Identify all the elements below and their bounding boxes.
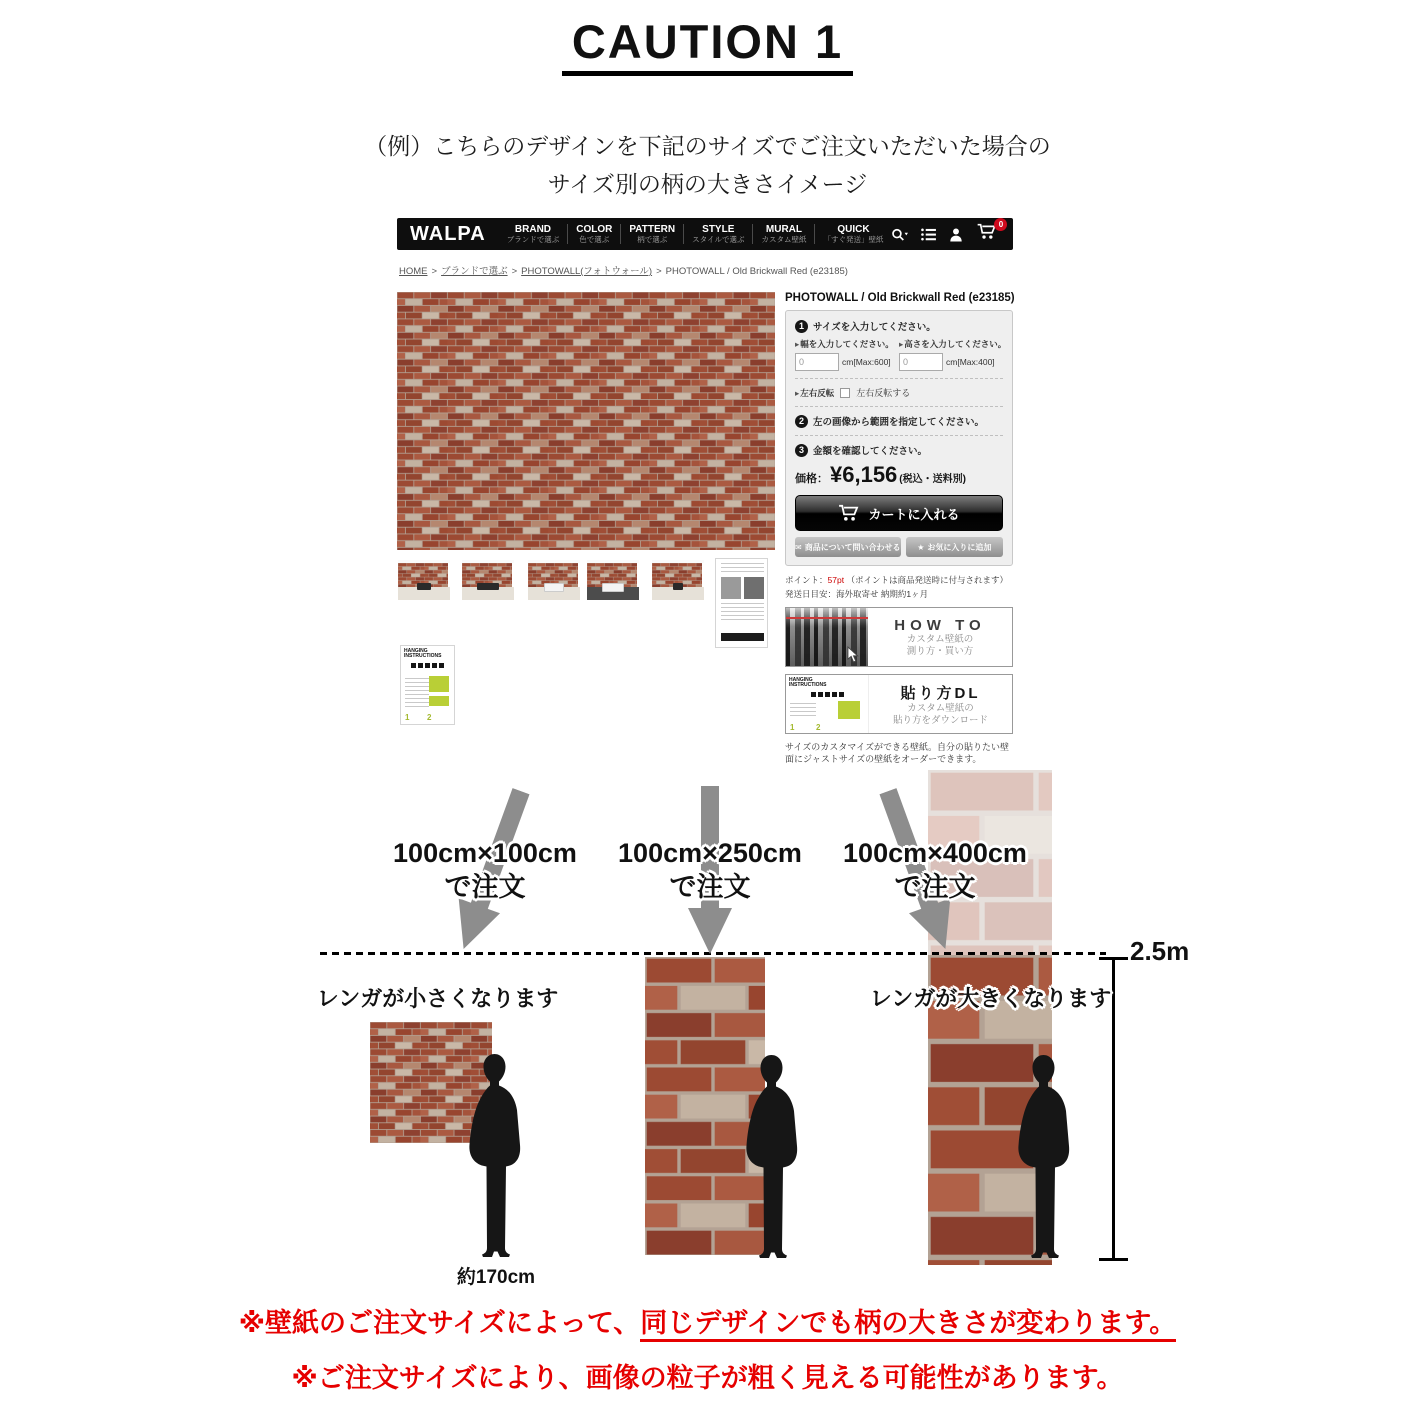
price-label: 価格： xyxy=(795,473,828,485)
note-small-bricks: レンガが小さくなります xyxy=(316,986,559,1011)
thumbnail-room-2[interactable] xyxy=(462,560,514,600)
nav-label: COLOR xyxy=(576,224,613,235)
size-option-2-label: 100cm×250cm で注文 xyxy=(618,838,802,902)
step1-label: サイズを入力してください。 xyxy=(813,322,936,333)
height-label: 高さを入力してください。 xyxy=(904,339,1007,349)
measure-bottom-cap xyxy=(1099,1258,1128,1261)
width-input[interactable] xyxy=(795,353,839,371)
header-icons xyxy=(891,220,1014,245)
hanging-squares xyxy=(401,663,454,668)
walpa-site-screenshot xyxy=(397,218,1013,764)
page-title: CAUTION 1 xyxy=(0,14,1415,76)
list-icon[interactable] xyxy=(921,228,936,241)
points-label: ポイント： xyxy=(785,575,828,585)
flip-label: 左右反転 xyxy=(800,387,835,398)
breadcrumb xyxy=(399,263,848,277)
secondary-buttons xyxy=(795,537,1003,557)
hanging-instructions-title: HANGING INSTRUCTIONS xyxy=(404,648,442,659)
howto-banner-image xyxy=(786,608,868,666)
product-description: サイズのカスタマイズができる壁紙。自分の貼りたい壁面にジャストサイズの壁紙をオーダーできます。 xyxy=(785,742,1010,764)
points-value: 57pt xyxy=(827,575,845,585)
account-icon[interactable] xyxy=(949,227,963,242)
nav-sublabel: 柄で選ぶ xyxy=(637,235,668,244)
add-to-cart-button[interactable] xyxy=(795,495,1003,531)
width-column xyxy=(795,338,899,371)
red-line xyxy=(786,617,868,619)
warning-line-2: ※ご注文サイズにより、画像の粒子が粗く見える可能性があります。 xyxy=(291,1363,1124,1393)
howto-banner-text xyxy=(868,608,1012,666)
product-title: PHOTOWALL / Old Brickwall Red (e23185) xyxy=(785,292,1015,304)
howto-banner[interactable] xyxy=(785,607,1013,667)
nav-label: MURAL xyxy=(765,224,802,235)
favorite-label: お気に入りに追加 xyxy=(927,542,992,552)
site-header xyxy=(397,218,1013,250)
size-option-3-label: 100cm×400cm で注文 xyxy=(843,838,1027,902)
product-image[interactable] xyxy=(397,292,775,550)
cart-icon[interactable] xyxy=(976,220,1004,245)
thumbnail-room-3[interactable] xyxy=(528,560,580,600)
step2 xyxy=(795,414,1003,428)
step3 xyxy=(795,443,1003,457)
nav-label: QUICK xyxy=(837,224,870,235)
breadcrumb-current: PHOTOWALL / Old Brickwall Red (e23185) xyxy=(665,266,848,277)
nav-item-style[interactable] xyxy=(683,224,752,244)
cart-button-icon xyxy=(838,504,860,522)
step2-label: 左の画像から範囲を指定してください。 xyxy=(813,417,985,428)
walpa-logo[interactable]: WALPA xyxy=(410,222,486,245)
inquiry-label: 商品について問い合わせる xyxy=(804,542,901,552)
step1-number-icon: 1 xyxy=(795,320,808,333)
step1 xyxy=(795,319,1003,333)
price-value: ¥6,156 xyxy=(830,462,898,487)
bullet-icon: ▸ xyxy=(899,339,904,349)
breadcrumb-photowall[interactable]: PHOTOWALL(フォトウォール) xyxy=(521,266,653,277)
thumbnail-instructions-tall[interactable] xyxy=(715,558,768,648)
flip-checkbox[interactable] xyxy=(840,388,850,398)
nav-item-mural[interactable] xyxy=(752,224,814,244)
flip-row xyxy=(795,386,1003,399)
thumbnail-room-1[interactable] xyxy=(398,560,450,600)
hanging-squares xyxy=(786,692,868,697)
warning-line-1 xyxy=(0,1301,1415,1340)
shipping-note: 発送日目安：海外取寄せ 納期約1ヶ月 xyxy=(785,589,929,599)
star-icon: ★ xyxy=(917,542,925,552)
nav-sublabel: 「すぐ発送」壁紙 xyxy=(823,235,884,244)
warning1-underlined: 同じデザインでも柄の大きさが変わります。 xyxy=(640,1308,1176,1342)
nav-sublabel: 色で選ぶ xyxy=(579,235,610,244)
flip-checkbox-label: 左右反転する xyxy=(856,388,911,398)
howto-sub2: 測り方・買い方 xyxy=(906,645,974,657)
main-nav xyxy=(499,218,892,250)
hanging-dl-thumbnail: HANGING INSTRUCTIONS 1 2 xyxy=(786,675,869,733)
note-large-bricks: レンガが大きくなります xyxy=(869,986,1112,1011)
person-height-label: 約170cm xyxy=(456,1267,536,1288)
bullet-icon: ▸ xyxy=(795,339,800,349)
howto-sub1: カスタム壁紙の xyxy=(906,633,974,645)
points-line xyxy=(785,574,1013,586)
howto-title: HOW TO xyxy=(894,616,986,634)
warning1-prefix: ※壁紙のご注文サイズによって、 xyxy=(238,1308,641,1338)
nav-label: STYLE xyxy=(702,224,735,235)
height-unit: cm[Max:400] xyxy=(946,357,995,367)
breadcrumb-separator: > xyxy=(431,266,438,277)
mail-icon: ✉ xyxy=(795,542,802,552)
product-panel xyxy=(785,292,1013,765)
size-inputs-row xyxy=(795,338,1007,371)
price-note: (税込・送料別) xyxy=(899,474,966,485)
thumbnail-hanging-instructions[interactable]: HANGING INSTRUCTIONS 1 2 xyxy=(400,645,455,725)
person-silhouette-3 xyxy=(1010,1053,1077,1260)
person-silhouette-1 xyxy=(461,1052,528,1259)
height-column xyxy=(899,338,1007,371)
breadcrumb-brand[interactable]: ブランドで選ぶ xyxy=(441,266,508,277)
add-to-cart-label: カートに入れる xyxy=(868,506,960,522)
thumbnail-room-4[interactable] xyxy=(587,560,639,600)
hanging-dl-text xyxy=(869,675,1012,733)
cart-count-badge: 0 xyxy=(994,218,1007,231)
thumbnail-room-5[interactable] xyxy=(652,560,704,600)
nav-label: BRAND xyxy=(514,224,552,235)
person-silhouette-2 xyxy=(738,1053,805,1260)
step3-label: 金額を確認してください。 xyxy=(813,446,928,457)
breadcrumb-separator: > xyxy=(656,266,662,277)
nav-sublabel: ブランドで選ぶ xyxy=(506,235,560,244)
width-unit: cm[Max:600] xyxy=(842,357,891,367)
favorite-button[interactable] xyxy=(906,537,1003,557)
step3-number-icon: 3 xyxy=(795,444,808,457)
points-note: （ポイントは商品発送時に付与されます） xyxy=(846,575,1008,585)
size-option-1-label: 100cm×100cm で注文 xyxy=(393,838,577,902)
order-box xyxy=(785,310,1013,566)
height-input[interactable] xyxy=(899,353,943,371)
dl-sub1: カスタム壁紙の xyxy=(907,702,974,714)
bullet-icon: ▸ xyxy=(795,387,800,398)
subtitle-line1: （例）こちらのデザインを下記のサイズでご注文いただいた場合の xyxy=(364,133,1051,159)
subtitle-line2: サイズ別の柄の大きさイメージ xyxy=(547,171,868,197)
nav-item-pattern[interactable] xyxy=(620,224,683,244)
step2-number-icon: 2 xyxy=(795,415,808,428)
inquiry-button[interactable] xyxy=(795,537,901,557)
dl-title: 貼り方DL xyxy=(900,684,981,702)
width-label: 幅を入力してください。 xyxy=(800,339,894,349)
nav-sublabel: スタイルで選ぶ xyxy=(692,235,745,244)
dl-sub2: 貼り方をダウンロード xyxy=(892,714,988,726)
price-row xyxy=(795,462,1003,488)
hanging-instructions-title: HANGING INSTRUCTIONS xyxy=(789,677,827,688)
breadcrumb-separator: > xyxy=(511,266,518,277)
hanging-dl-banner[interactable] xyxy=(785,674,1013,734)
breadcrumb-home[interactable]: HOME xyxy=(399,266,428,277)
nav-item-color[interactable] xyxy=(567,224,620,244)
nav-item-quick[interactable] xyxy=(814,224,891,244)
nav-sublabel: カスタム壁紙 xyxy=(761,235,807,244)
ceiling-height-label: 2.5m xyxy=(1130,936,1190,966)
search-icon[interactable] xyxy=(891,227,908,242)
cursor-icon xyxy=(847,646,860,663)
nav-label: PATTERN xyxy=(629,224,676,235)
nav-item-brand[interactable] xyxy=(499,224,568,244)
